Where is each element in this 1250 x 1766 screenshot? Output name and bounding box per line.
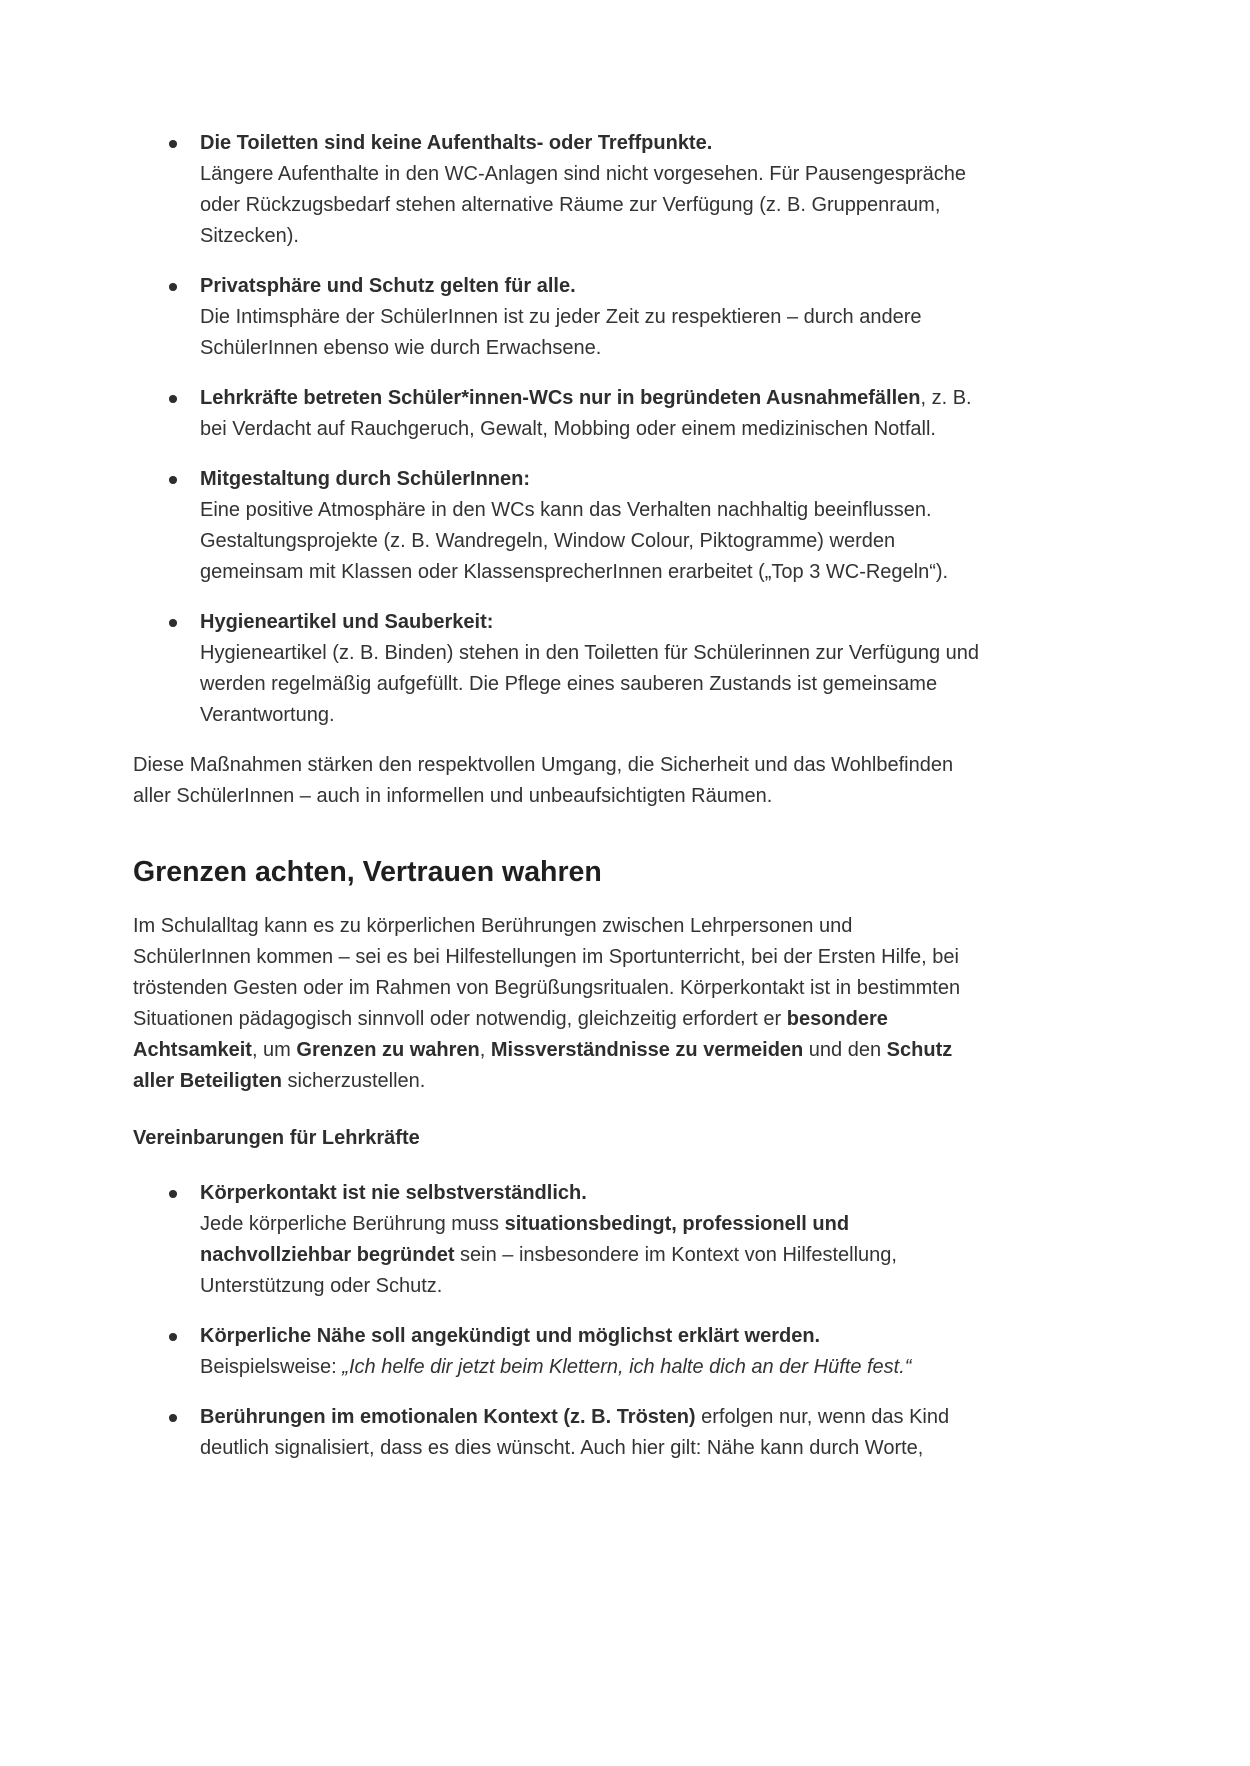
list-item-text	[200, 1402, 985, 1464]
list-item	[133, 271, 985, 364]
text-run: , z. B. bei Verdacht auf Rauchgeruch, Gewalt, Mobbing oder einem medizinischen Notfall.	[200, 387, 972, 440]
list-item	[133, 464, 985, 588]
text-run: , um	[251, 1039, 297, 1061]
list-item-text	[200, 464, 985, 588]
text-run: Körperkontakt ist nie selbstverständlich.	[200, 1182, 587, 1204]
text-run: ,	[479, 1039, 491, 1061]
section-heading: Grenzen achten, Vertrauen wahren	[133, 856, 602, 888]
agreements-list	[133, 1178, 1117, 1464]
list-item	[133, 1402, 985, 1464]
text-run: Mitgestaltung durch SchülerInnen:	[200, 468, 531, 490]
list-item	[133, 128, 985, 252]
list-item-text	[200, 383, 985, 445]
text-run: Schutz aller Beteiligten	[133, 1039, 953, 1092]
text-run: Längere Aufenthalte in den WC-Anlagen sind nicht vorgesehen. Für Pausengespräche oder Rückzugsbedarf stehen alternative Räume zur Verfügung (z. B. Gruppenraum, Sitzecken).	[200, 163, 967, 247]
list-item-text	[200, 1321, 985, 1383]
text-run: Missverständnisse zu vermeiden	[490, 1039, 804, 1061]
text-run: Diese Maßnahmen stärken den respektvollen Umgang, die Sicherheit und das Wohlbefinden aller SchülerInnen – auch in informellen und unbeaufsichtigten Räumen.	[133, 754, 954, 807]
list-item	[133, 1178, 985, 1302]
text-run: Im Schulalltag kann es zu körperlichen Berührungen zwischen Lehrpersonen und SchülerInnen kommen – sei es bei Hilfestellungen im Sportunterricht, bei der Ersten Hilfe, bei tröstenden Gesten oder im Rahmen von Begrüßungsritualen. Körperkontakt ist in bestimmten Situationen pädagogisch sinnvoll oder notwendig, gleichzeitig erfordert er	[133, 915, 961, 1030]
text-run: sicherzustellen.	[281, 1070, 426, 1092]
text-run: Lehrkräfte betreten Schüler*innen-WCs nur in begründeten Ausnahmefällen	[200, 387, 921, 409]
text-run: Eine positive Atmosphäre in den WCs kann das Verhalten nachhaltig beeinflussen. Gestaltungsprojekte (z. B. Wandregeln, Window Colour, Piktogramme) werden gemeinsam mit Klassen oder KlassensprecherInnen erarbeitet („Top 3 WC-Regeln“).	[200, 499, 949, 583]
text-run: Die Toiletten sind keine Aufenthalts- oder Treffpunkte.	[200, 132, 713, 154]
list-item-text	[200, 271, 985, 364]
toilet-rules-list	[133, 128, 1117, 731]
subsection-heading: Vereinbarungen für Lehrkräfte	[133, 1127, 420, 1149]
list-item-text	[200, 1178, 985, 1302]
text-run: Die Intimsphäre der SchülerInnen ist zu jeder Zeit zu respektieren – durch andere SchülerInnen ebenso wie durch Erwachsene.	[200, 306, 922, 359]
intro-paragraph	[133, 911, 963, 1097]
text-run: „Ich helfe dir jetzt beim Klettern, ich halte dich an der Hüfte fest.“	[342, 1356, 912, 1378]
text-run: Privatsphäre und Schutz gelten für alle.	[200, 275, 576, 297]
text-run: Hygieneartikel und Sauberkeit:	[200, 611, 494, 633]
list-item	[133, 1321, 985, 1383]
text-run: Körperliche Nähe soll angekündigt und möglichst erklärt werden.	[200, 1325, 821, 1347]
list-item	[133, 383, 985, 445]
text-run: erfolgen nur, wenn das Kind deutlich signalisiert, dass es dies wünscht. Auch hier gilt: Nähe kann durch Worte,	[200, 1406, 950, 1459]
text-run: Beispielsweise:	[200, 1356, 343, 1378]
list-item	[133, 607, 985, 731]
text-run: Hygieneartikel (z. B. Binden) stehen in den Toiletten für Schülerinnen zur Verfügung und werden regelmäßig aufgefüllt. Die Pflege eines sauberen Zustands ist gemeinsame Verantwortung.	[200, 642, 980, 726]
text-run: sein – insbesondere im Kontext von Hilfestellung, Unterstützung oder Schutz.	[200, 1244, 897, 1297]
closing-paragraph	[133, 750, 963, 812]
list-item-text	[200, 607, 985, 731]
text-run: Berührungen im emotionalen Kontext (z. B. Trösten)	[200, 1406, 696, 1428]
text-run: besondere Achtsamkeit	[133, 1008, 888, 1061]
text-run: Grenzen zu wahren	[296, 1039, 480, 1061]
text-run: situationsbedingt, professionell und nachvollziehbar begründet	[200, 1213, 850, 1266]
list-item-text	[200, 128, 985, 252]
text-run: und den	[803, 1039, 887, 1061]
text-run: Jede körperliche Berührung muss	[200, 1213, 505, 1235]
